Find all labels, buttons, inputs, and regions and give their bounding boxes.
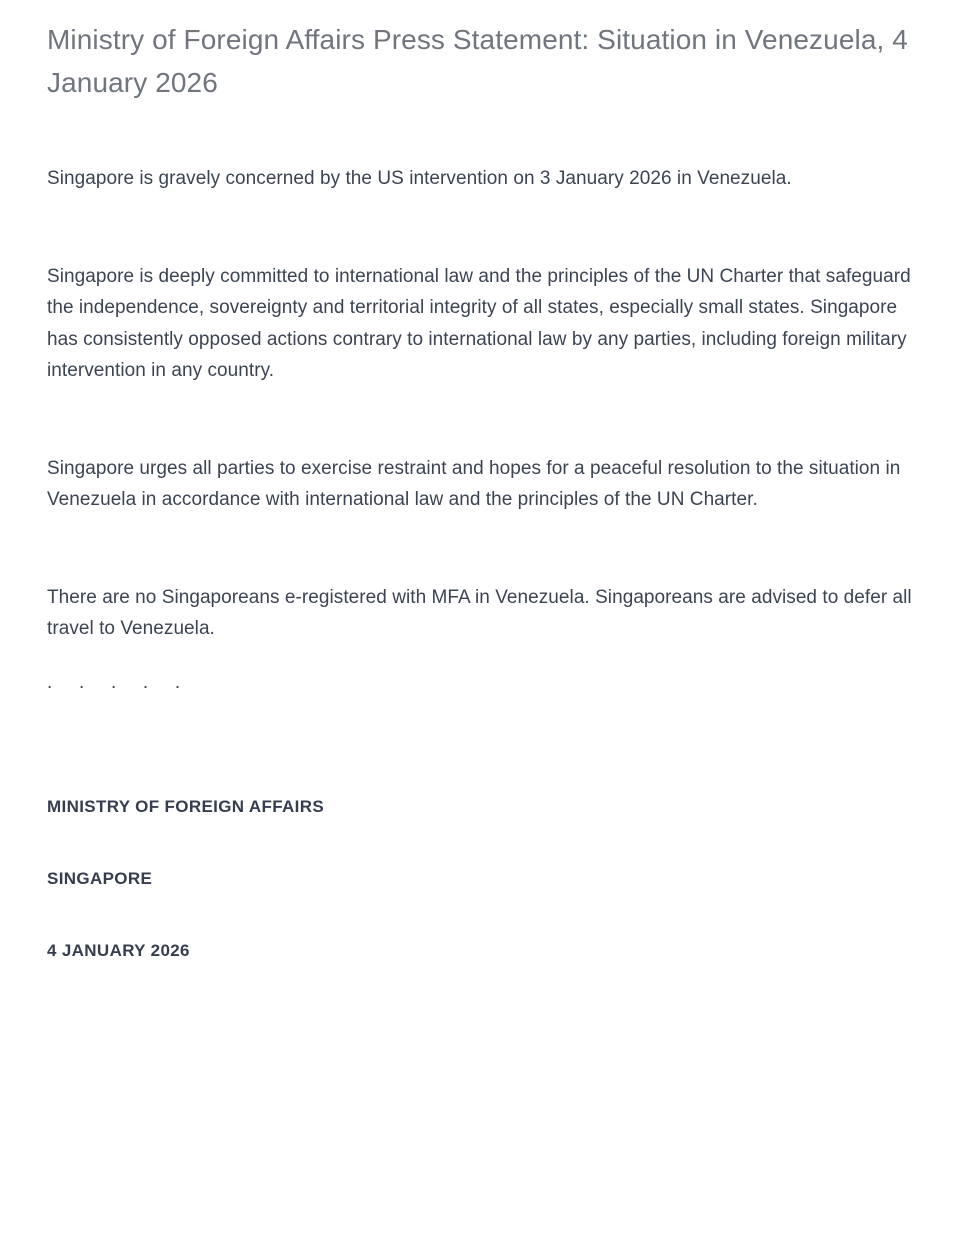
statement-paragraph: Singapore is gravely concerned by the US intervention on 3 January 2026 in Venezuela. xyxy=(47,168,792,189)
statement-paragraph: Singapore is deeply committed to international law and the principles of the UN Charter that safeguard the independence, sovereignty and territorial integrity of all states, especially small states. Singapore has consistently opposed actions contrary to international law by any parties, including foreign military intervention in any country. xyxy=(47,265,911,381)
document-content xyxy=(47,0,927,963)
statement-paragraph: Singapore urges all parties to exercise restraint and hopes for a peaceful resolution to the situation in Venezuela in accordance with international law and the principles of the UN Charter. xyxy=(47,457,901,510)
signoff-country: SINGAPORE xyxy=(47,869,153,888)
page-title: Ministry of Foreign Affairs Press Statement: Situation in Venezuela, 4 January 2026 xyxy=(47,24,908,98)
dot-separator: . . . . . xyxy=(47,671,181,693)
signoff-block xyxy=(47,698,927,963)
statement-body xyxy=(47,104,927,645)
signoff-ministry: MINISTRY OF FOREIGN AFFAIRS xyxy=(47,797,325,816)
statement-paragraph: There are no Singaporeans e-registered with MFA in Venezuela. Singaporeans are advised to defer all travel to Venezuela. xyxy=(47,586,912,639)
signoff-date: 4 JANUARY 2026 xyxy=(47,941,190,960)
